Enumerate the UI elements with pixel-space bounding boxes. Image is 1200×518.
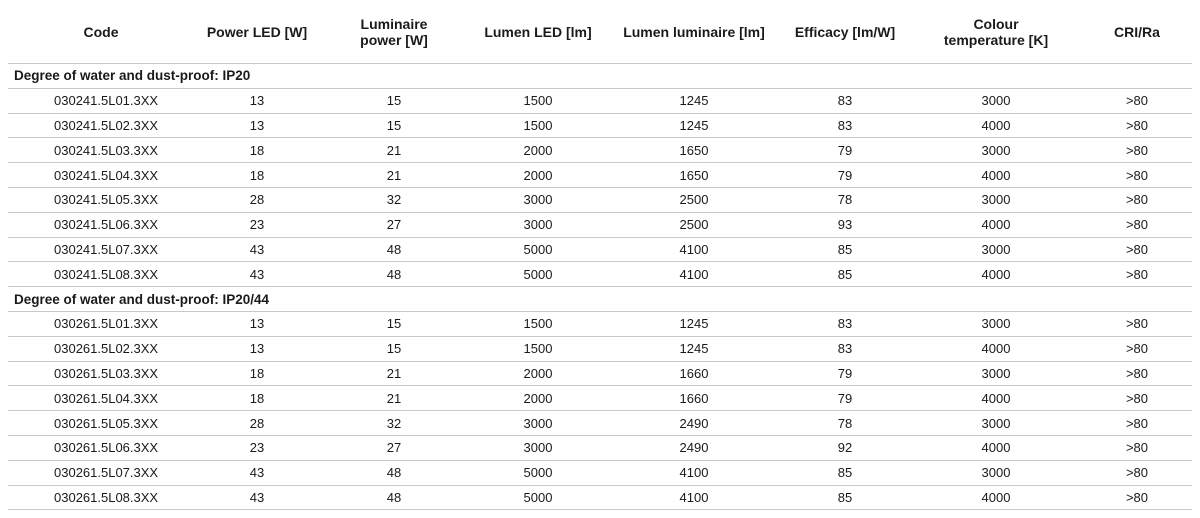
header-cell-colour-temperature (910, 0, 1082, 64)
header-label: Efficacy [lm/W] (794, 23, 896, 40)
cell-lumen-luminaire: 2500 (608, 187, 780, 212)
table-row (8, 138, 1192, 163)
cell-efficacy: 92 (780, 435, 910, 460)
cell-power-led: 13 (194, 311, 320, 336)
cell-lumen-led: 5000 (468, 485, 608, 510)
cell-lumen-led: 1500 (468, 311, 608, 336)
cell-lumen-luminaire: 1245 (608, 311, 780, 336)
cell-colour-temperature: 3000 (910, 460, 1082, 485)
cell-colour-temperature: 3000 (910, 361, 1082, 386)
cell-cri: >80 (1082, 237, 1192, 262)
cell-luminaire-power: 32 (320, 187, 468, 212)
table-row (8, 336, 1192, 361)
header-cell-lumen-led (468, 0, 608, 64)
cell-code: 030241.5L07.3XX (8, 237, 194, 262)
cell-colour-temperature: 4000 (910, 336, 1082, 361)
table-row (8, 163, 1192, 188)
table-row (8, 113, 1192, 138)
cell-lumen-led: 2000 (468, 386, 608, 411)
cell-efficacy: 85 (780, 485, 910, 510)
cell-luminaire-power: 21 (320, 361, 468, 386)
header-cell-power-led (194, 0, 320, 64)
cell-colour-temperature: 4000 (910, 113, 1082, 138)
cell-colour-temperature: 4000 (910, 163, 1082, 188)
cell-lumen-luminaire: 1650 (608, 163, 780, 188)
cell-code: 030261.5L04.3XX (8, 386, 194, 411)
spec-table (8, 0, 1192, 510)
cell-power-led: 18 (194, 361, 320, 386)
cell-lumen-led: 5000 (468, 460, 608, 485)
cell-luminaire-power: 15 (320, 88, 468, 113)
header-cell-luminaire-power (320, 0, 468, 64)
cell-lumen-led: 2000 (468, 138, 608, 163)
cell-code: 030261.5L05.3XX (8, 411, 194, 436)
cell-efficacy: 78 (780, 187, 910, 212)
table-body (8, 64, 1192, 510)
cell-luminaire-power: 27 (320, 212, 468, 237)
cell-lumen-luminaire: 1245 (608, 88, 780, 113)
cell-colour-temperature: 4000 (910, 485, 1082, 510)
cell-colour-temperature: 3000 (910, 138, 1082, 163)
cell-code: 030241.5L05.3XX (8, 187, 194, 212)
cell-cri: >80 (1082, 485, 1192, 510)
cell-colour-temperature: 4000 (910, 262, 1082, 287)
cell-efficacy: 93 (780, 212, 910, 237)
cell-lumen-luminaire: 4100 (608, 262, 780, 287)
cell-luminaire-power: 48 (320, 262, 468, 287)
cell-lumen-luminaire: 1245 (608, 113, 780, 138)
header-label: Code (83, 23, 119, 40)
cell-efficacy: 85 (780, 237, 910, 262)
cell-power-led: 43 (194, 460, 320, 485)
cell-cri: >80 (1082, 187, 1192, 212)
header-label: Lumen luminaire [lm] (623, 23, 765, 40)
cell-code: 030241.5L01.3XX (8, 88, 194, 113)
header-label: Colour temperature [K] (943, 15, 1049, 48)
cell-colour-temperature: 3000 (910, 88, 1082, 113)
cell-power-led: 13 (194, 336, 320, 361)
cell-lumen-luminaire: 1650 (608, 138, 780, 163)
cell-code: 030241.5L04.3XX (8, 163, 194, 188)
cell-lumen-led: 3000 (468, 212, 608, 237)
cell-cri: >80 (1082, 212, 1192, 237)
cell-lumen-led: 3000 (468, 435, 608, 460)
cell-code: 030261.5L03.3XX (8, 361, 194, 386)
header-label: Luminaire power [W] (360, 15, 428, 48)
cell-luminaire-power: 21 (320, 138, 468, 163)
cell-colour-temperature: 4000 (910, 386, 1082, 411)
cell-cri: >80 (1082, 163, 1192, 188)
cell-power-led: 43 (194, 237, 320, 262)
cell-code: 030261.5L07.3XX (8, 460, 194, 485)
cell-luminaire-power: 48 (320, 237, 468, 262)
header-label: Lumen LED [lm] (484, 23, 592, 40)
cell-code: 030241.5L03.3XX (8, 138, 194, 163)
cell-efficacy: 79 (780, 138, 910, 163)
cell-efficacy: 83 (780, 311, 910, 336)
header-label: CRI/Ra (1114, 23, 1160, 40)
cell-lumen-luminaire: 4100 (608, 460, 780, 485)
header-cell-code (8, 0, 194, 64)
cell-colour-temperature: 3000 (910, 411, 1082, 436)
cell-lumen-led: 3000 (468, 187, 608, 212)
table-row (8, 212, 1192, 237)
header-row (8, 0, 1192, 64)
cell-luminaire-power: 21 (320, 163, 468, 188)
cell-lumen-luminaire: 4100 (608, 237, 780, 262)
cell-lumen-luminaire: 2490 (608, 411, 780, 436)
cell-power-led: 18 (194, 163, 320, 188)
cell-power-led: 23 (194, 212, 320, 237)
section-title: Degree of water and dust-proof: IP20/44 (8, 287, 1192, 312)
cell-power-led: 28 (194, 411, 320, 436)
table-row (8, 262, 1192, 287)
header-cell-efficacy (780, 0, 910, 64)
cell-luminaire-power: 15 (320, 311, 468, 336)
cell-cri: >80 (1082, 113, 1192, 138)
table-row (8, 411, 1192, 436)
cell-lumen-led: 1500 (468, 113, 608, 138)
cell-lumen-led: 1500 (468, 88, 608, 113)
cell-efficacy: 79 (780, 361, 910, 386)
cell-lumen-luminaire: 4100 (608, 485, 780, 510)
cell-power-led: 28 (194, 187, 320, 212)
table-row (8, 485, 1192, 510)
cell-power-led: 23 (194, 435, 320, 460)
table-row (8, 237, 1192, 262)
cell-power-led: 13 (194, 113, 320, 138)
cell-cri: >80 (1082, 311, 1192, 336)
cell-luminaire-power: 48 (320, 485, 468, 510)
cell-cri: >80 (1082, 411, 1192, 436)
cell-luminaire-power: 32 (320, 411, 468, 436)
cell-efficacy: 79 (780, 386, 910, 411)
table-row (8, 187, 1192, 212)
cell-colour-temperature: 3000 (910, 237, 1082, 262)
section-header-row (8, 287, 1192, 312)
cell-efficacy: 85 (780, 262, 910, 287)
header-cell-lumen-luminaire (608, 0, 780, 64)
cell-colour-temperature: 3000 (910, 187, 1082, 212)
header-label: Power LED [W] (206, 23, 308, 40)
cell-colour-temperature: 4000 (910, 435, 1082, 460)
section-title: Degree of water and dust-proof: IP20 (8, 64, 1192, 89)
cell-code: 030261.5L01.3XX (8, 311, 194, 336)
cell-cri: >80 (1082, 361, 1192, 386)
table-row (8, 435, 1192, 460)
table-row (8, 361, 1192, 386)
table-row (8, 460, 1192, 485)
cell-cri: >80 (1082, 262, 1192, 287)
table-row (8, 311, 1192, 336)
cell-cri: >80 (1082, 88, 1192, 113)
cell-lumen-led: 3000 (468, 411, 608, 436)
cell-code: 030261.5L08.3XX (8, 485, 194, 510)
cell-efficacy: 79 (780, 163, 910, 188)
cell-code: 030241.5L02.3XX (8, 113, 194, 138)
cell-power-led: 18 (194, 138, 320, 163)
cell-code: 030261.5L02.3XX (8, 336, 194, 361)
cell-efficacy: 78 (780, 411, 910, 436)
header-cell-cri (1082, 0, 1192, 64)
table-row (8, 386, 1192, 411)
cell-lumen-luminaire: 1660 (608, 386, 780, 411)
cell-power-led: 18 (194, 386, 320, 411)
table-row (8, 88, 1192, 113)
cell-luminaire-power: 15 (320, 113, 468, 138)
cell-power-led: 43 (194, 262, 320, 287)
cell-lumen-luminaire: 2490 (608, 435, 780, 460)
cell-code: 030241.5L08.3XX (8, 262, 194, 287)
cell-cri: >80 (1082, 435, 1192, 460)
cell-lumen-led: 5000 (468, 262, 608, 287)
cell-luminaire-power: 21 (320, 386, 468, 411)
cell-lumen-luminaire: 1660 (608, 361, 780, 386)
cell-colour-temperature: 3000 (910, 311, 1082, 336)
cell-cri: >80 (1082, 460, 1192, 485)
cell-efficacy: 83 (780, 113, 910, 138)
cell-luminaire-power: 48 (320, 460, 468, 485)
cell-luminaire-power: 15 (320, 336, 468, 361)
cell-lumen-luminaire: 2500 (608, 212, 780, 237)
cell-code: 030261.5L06.3XX (8, 435, 194, 460)
cell-lumen-led: 2000 (468, 361, 608, 386)
section-header-row (8, 64, 1192, 89)
cell-lumen-led: 5000 (468, 237, 608, 262)
cell-cri: >80 (1082, 336, 1192, 361)
cell-efficacy: 83 (780, 336, 910, 361)
cell-power-led: 13 (194, 88, 320, 113)
cell-code: 030241.5L06.3XX (8, 212, 194, 237)
cell-luminaire-power: 27 (320, 435, 468, 460)
cell-lumen-led: 1500 (468, 336, 608, 361)
cell-cri: >80 (1082, 138, 1192, 163)
cell-lumen-luminaire: 1245 (608, 336, 780, 361)
cell-cri: >80 (1082, 386, 1192, 411)
cell-colour-temperature: 4000 (910, 212, 1082, 237)
cell-power-led: 43 (194, 485, 320, 510)
cell-lumen-led: 2000 (468, 163, 608, 188)
cell-efficacy: 83 (780, 88, 910, 113)
cell-efficacy: 85 (780, 460, 910, 485)
